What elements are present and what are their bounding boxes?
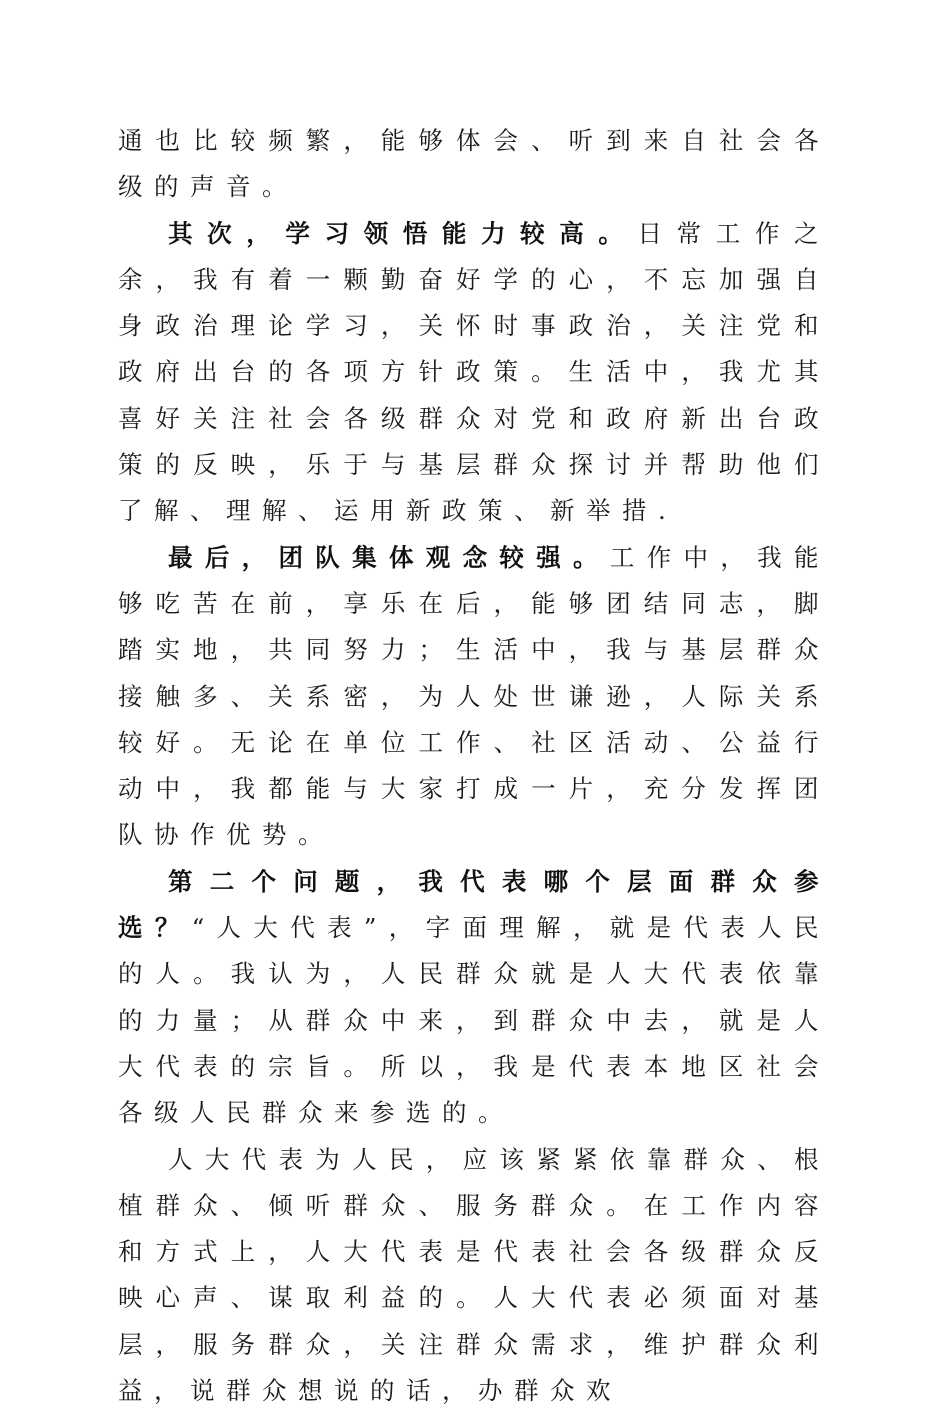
paragraph-continuation	[118, 118, 830, 211]
paragraph-serve-people	[118, 1137, 830, 1414]
paragraph-second-question	[118, 859, 830, 1137]
paragraph-study-ability	[118, 211, 830, 535]
body-text	[118, 118, 830, 1414]
paragraph-body: 工作中，我能够吃苦在前，享乐在后，能够团结同志，脚踏实地，共同努力；生活中，我与基层群众接触多、关系密，为人处世谦逊，人际关系较好。无论在单位工作、社区活动、公益行动中，我都能与大家打成一片，充分发挥团队协作优势。	[118, 542, 831, 850]
paragraph-body: 人大代表为人民，应该紧紧依靠群众、根植群众、倾听群众、服务群众。在工作内容和方式上，人大代表是代表社会各级群众反映心声、谋取利益的。人大代表必须面对基层，服务群众，关注群众需求，维护群众利益，说群众想说的话，办群众欢	[118, 1144, 830, 1406]
paragraph-lead: 最后，团队集体观念较强。	[168, 542, 610, 572]
paragraph-lead: 其次，学习领悟能力较高。	[168, 218, 638, 248]
paragraph-body: 通也比较频繁，能够体会、听到来自社会各级的声音。	[118, 126, 830, 202]
paragraph-body: 日常工作之余，我有着一颗勤奋好学的心，不忘加强自身政治理论学习，关怀时事政治，关注党和政府出台的各项方针政策。生活中，我尤其喜好关注社会各级群众对党和政府新出台政策的反映，乐于与基层群众探讨并帮助他们了解、理解、运用新政策、新举措.	[118, 218, 830, 526]
paragraph-lead: 第二个问题，我代表哪个层面群众参选？	[118, 866, 830, 943]
paragraph-body: “人大代表”，字面理解，就是代表人民的人。我认为，人民群众就是人大代表依靠的力量；从群众中来，到群众中去，就是人大代表的宗旨。所以，我是代表本地区社会各级人民群众来参选的。	[118, 913, 830, 1128]
paragraph-team-spirit	[118, 535, 830, 859]
